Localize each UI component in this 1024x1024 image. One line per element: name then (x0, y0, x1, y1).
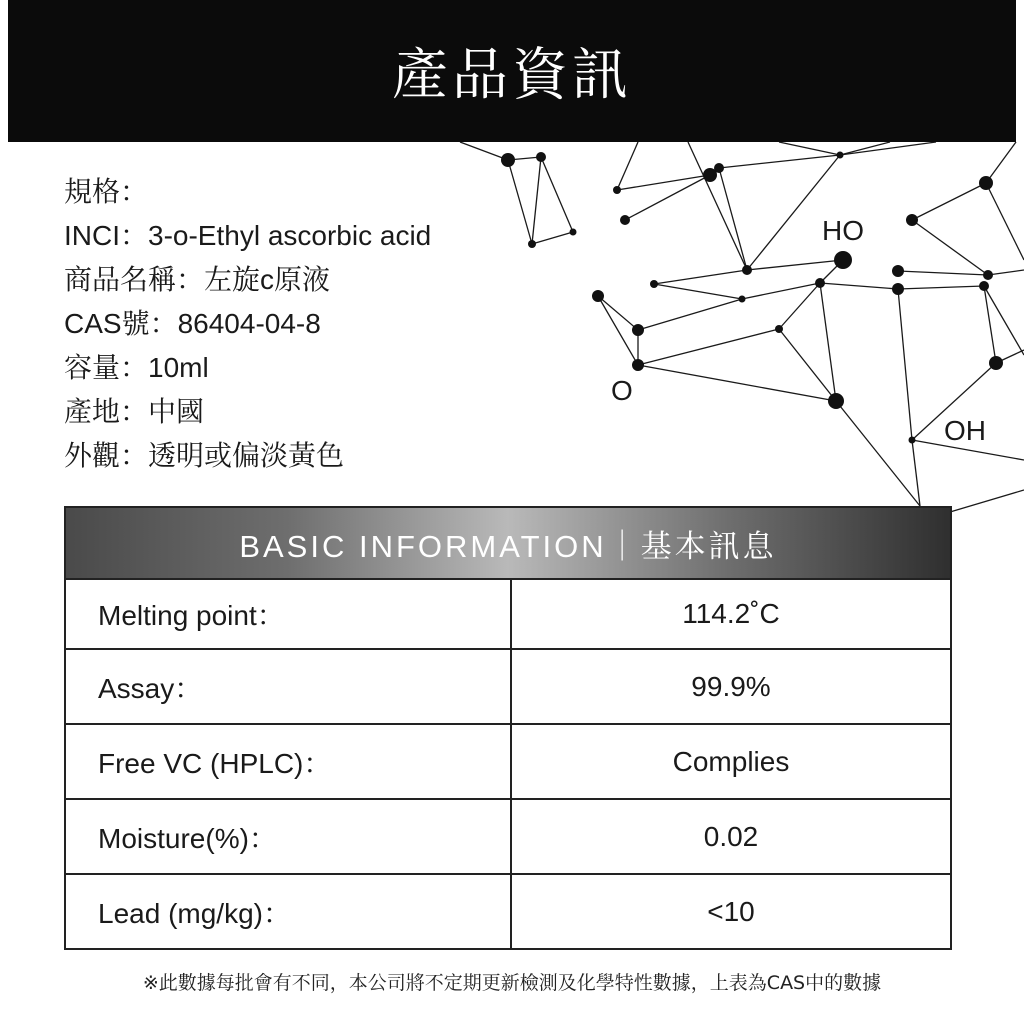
spec-label: 商品名稱： (64, 264, 205, 295)
row-value: 0.02 (703, 820, 759, 852)
spec-label: 規格： (64, 176, 149, 207)
row-value: <10 (707, 895, 755, 927)
row-label: Assay： (66, 650, 512, 723)
spec-row-product-name (64, 258, 431, 302)
spec-label: 容量： (64, 352, 149, 383)
row-label: Lead (mg/kg)： (66, 875, 512, 948)
header-bar (8, 0, 1016, 142)
table-row (66, 578, 950, 648)
table-row (66, 648, 950, 723)
spec-value: 86404-04-8 (177, 308, 321, 339)
spec-value: 透明或偏淡黃色 (148, 440, 345, 471)
row-value: 99.9% (691, 670, 771, 702)
table-row (66, 723, 950, 798)
molecule-label-ho: HO (822, 215, 864, 246)
spec-row-origin (64, 390, 431, 434)
spec-label: 外觀： (64, 440, 149, 471)
spec-value: 左旋c原液 (204, 264, 331, 295)
spec-value: 中國 (148, 396, 205, 427)
row-label: Free VC (HPLC)： (66, 725, 512, 798)
table-row (66, 798, 950, 873)
table-row (66, 873, 950, 948)
spec-row-spec (64, 170, 431, 214)
row-value: Complies (672, 745, 790, 777)
spec-list (64, 170, 431, 478)
molecule-label-o: O (611, 375, 633, 406)
row-label: Melting point： (66, 580, 512, 648)
spec-row-volume (64, 346, 431, 390)
row-value: 114.2˚C (682, 598, 780, 629)
page-title: 產品資訊 (392, 43, 632, 108)
spec-label: INCI： (64, 220, 149, 251)
spec-label: 產地： (64, 396, 149, 427)
spec-row-cas (64, 302, 431, 346)
molecule-label-oh: OH (944, 415, 986, 446)
spec-row-appearance (64, 434, 431, 478)
basic-info-table (64, 506, 952, 950)
row-label: Moisture(%)： (66, 800, 512, 873)
spec-value: 3-o-Ethyl ascorbic acid (148, 220, 432, 251)
basic-info-title: BASIC INFORMATION｜基本訊息 (66, 508, 950, 578)
spec-value: 10ml (148, 352, 209, 383)
footnote: ※此數據每批會有不同，本公司將不定期更新檢測及化學特性數據，上表為CAS中的數據 (142, 972, 882, 994)
spec-label: CAS號： (64, 308, 178, 339)
spec-row-inci (64, 214, 431, 258)
